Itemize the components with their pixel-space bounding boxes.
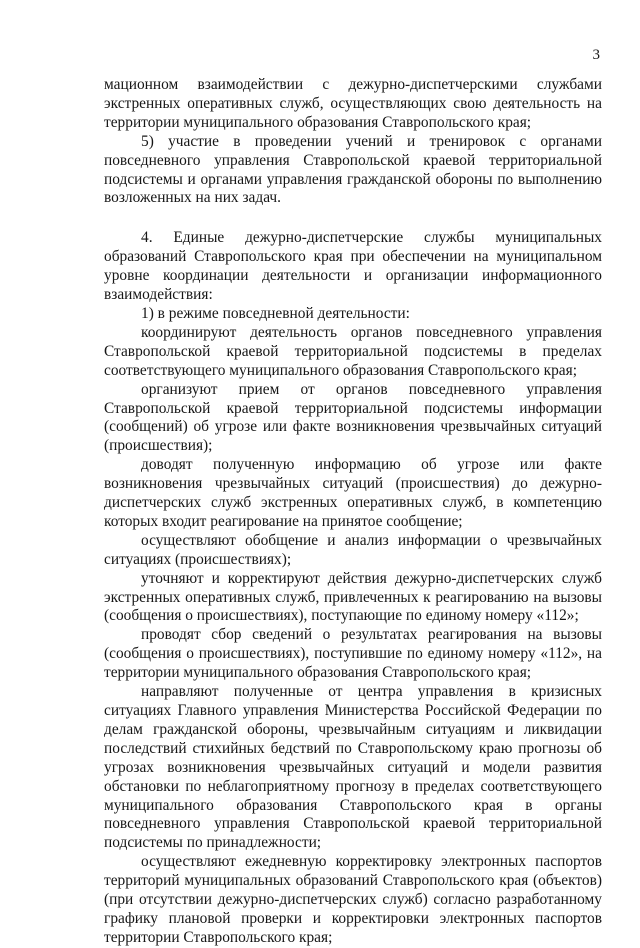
paragraph-continuation: мационном взаимодействии с дежурно-диспетчерскими службами экстренных оперативных служб, осуществляющих свою деятельность на территории муниципального образования Ставропольского края; — [104, 76, 602, 131]
paragraph-adjust: уточняют и корректируют действия дежурно-диспетчерских служб экстренных оперативных служб, привлеченных к реагированию на вызовы (сообщения о происшествиях), поступающие по единому номеру «112»; — [104, 569, 602, 625]
section-spacer — [104, 208, 602, 229]
document-body — [104, 76, 602, 948]
paragraph-section-4: 4. Единые дежурно-диспетчерские службы муниципальных образований Ставропольского края при обеспечении на муниципальном уровне координации деятельности и организации информационного взаимодействия: — [104, 229, 602, 304]
paragraph-deliver: доводят полученную информацию об угрозе или факте возникновения чрезвычайных ситуаций (происшествия) до дежурно-диспетчерских служб экстренных оперативных служб, в компетенцию которых входит реагирование на принятое сообщение; — [104, 456, 602, 530]
paragraph-passports: осуществляют ежедневную корректировку электронных паспортов территорий муниципальных образований Ставропольского края (объектов) (при отсутствии дежурно-диспетчерских служб) согласно разработанному графику плановой проверки и корректировки электронных паспортов территории Ставропольского края; — [104, 853, 602, 946]
paragraph-coordinate: координируют деятельность органов повседневного управления Ставропольской краевой территориальной подсистемы в пределах соответствующего муниципального образования Ставропольского края; — [104, 323, 602, 379]
paragraph-item-1: 1) в режиме повседневной деятельности: — [141, 304, 410, 322]
paragraph-organize: организуют прием от органов повседневного управления Ставропольской краевой территориальной подсистемы информации (сообщений) об угрозе или факте возникновения чрезвычайных ситуаций (происшествия); — [104, 380, 602, 455]
paragraph-collect: проводят сбор сведений о результатах реагирования на вызовы (сообщения о происшествиях), поступившие по единому номеру «112», на территории муниципального образования Ставропольского края; — [104, 626, 602, 682]
paragraph-item-5: 5) участие в проведении учений и тренировок с органами повседневного управления Ставропольской краевой территориальной подсистемы и органами управления гражданской обороны по выполнению возложенных на них задач. — [104, 132, 602, 207]
paragraph-analyze: осуществляют обобщение и анализ информации о чрезвычайных ситуациях (происшествиях); — [104, 531, 602, 568]
paragraph-forward: направляют полученные от центра управления в кризисных ситуациях Главного управления Министерства Российской Федерации по делам гражданской обороны, чрезвычайным ситуациям и ликвидации последствий стихийных бедствий по Ставропольскому краю прогнозы об угрозах возникновения чрезвычайных ситуаций и модели развития обстановки по неблагоприятному прогнозу в пределах соответствующего муниципального образования Ставропольского края в органы повседневного управления Ставропольской краевой территориальной подсистемы по принадлежности; — [104, 683, 602, 852]
page-number: 3 — [592, 47, 600, 63]
